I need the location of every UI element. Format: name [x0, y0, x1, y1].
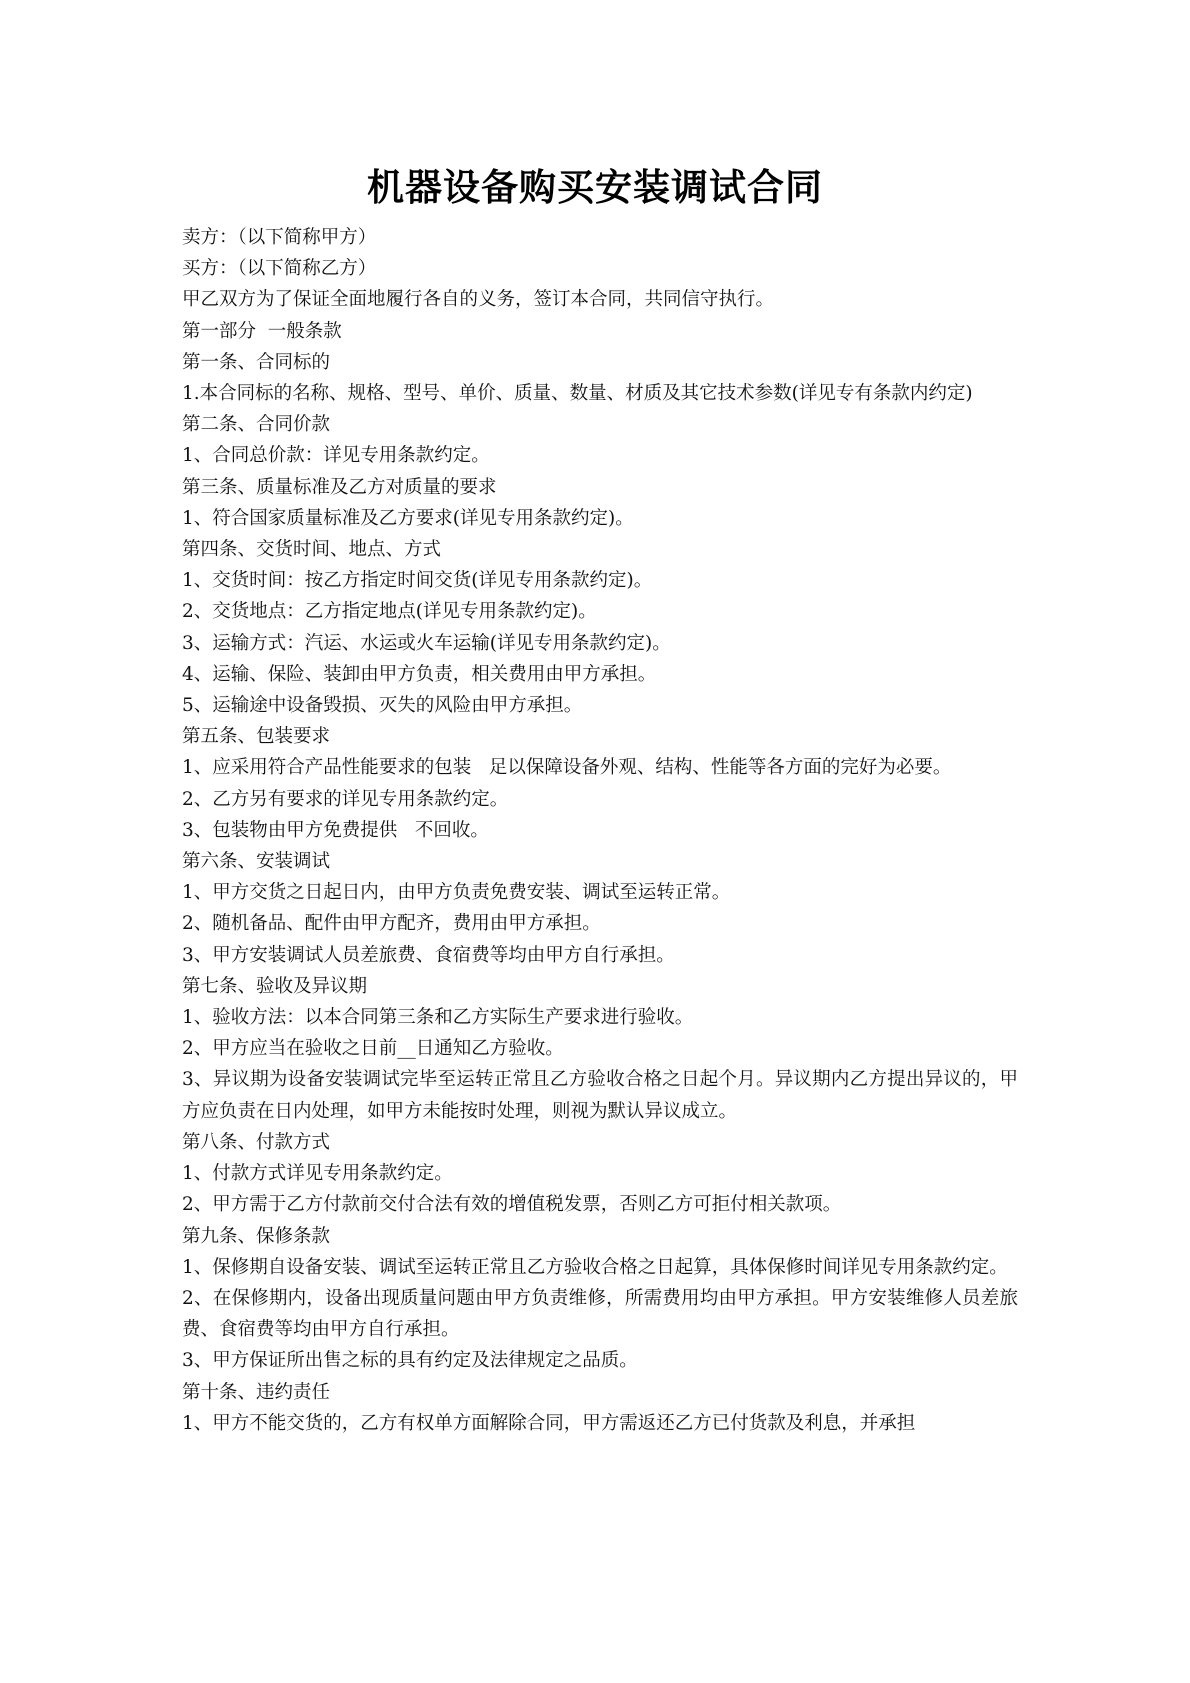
clause: 1.本合同标的名称、规格、型号、单价、质量、数量、材质及其它技术参数(详见专有条款内约定) [182, 383, 973, 405]
article-heading: 第七条、验收及异议期 [182, 975, 368, 997]
buyer-line: 买方：（以下简称乙方） [182, 258, 377, 280]
clause: 1、保修期自设备安装、调试至运转正常且乙方验收合格之日起算，具体保修时间详见专用条款约定。 [182, 1256, 1008, 1278]
clause: 1、符合国家质量标准及乙方要求(详见专用条款约定)。 [182, 507, 634, 529]
article-heading: 第九条、保修条款 [182, 1225, 331, 1247]
clause: 1、甲方交货之日起日内，由甲方负责免费安装、调试至运转正常。 [182, 882, 731, 904]
part-heading: 第一部分 一般条款 [182, 320, 342, 342]
clause: 1、付款方式详见专用条款约定。 [182, 1163, 453, 1185]
clause: 1、交货时间：按乙方指定时间交货(详见专用条款约定)。 [182, 570, 653, 592]
clause: 2、甲方需于乙方付款前交付合法有效的增值税发票，否则乙方可拒付相关款项。 [182, 1194, 842, 1216]
preamble: 甲乙双方为了保证全面地履行各自的义务，签订本合同，共同信守执行。 [182, 289, 775, 311]
article-heading: 第四条、交货时间、地点、方式 [182, 539, 442, 561]
clause: 3、运输方式：汽运、水运或火车运输(详见专用条款约定)。 [182, 632, 671, 654]
clause: 3、包装物由甲方免费提供 不回收。 [182, 819, 489, 841]
clause: 3、甲方保证所出售之标的具有约定及法律规定之品质。 [182, 1350, 638, 1372]
clause: 2、乙方另有要求的详见专用条款约定。 [182, 788, 509, 810]
article-heading: 第六条、安装调试 [182, 851, 331, 873]
clause: 1、合同总价款：详见专用条款约定。 [182, 445, 490, 467]
clause: 3、甲方安装调试人员差旅费、食宿费等均由甲方自行承担。 [182, 944, 675, 966]
seller-line: 卖方：（以下简称甲方） [182, 227, 377, 248]
contract-body [182, 222, 1018, 1439]
clause: 3、异议期为设备安装调试完毕至运转正常且乙方验收合格之日起个月。异议期内乙方提出异议的，甲方应负责在日内处理，如甲方未能按时处理，则视为默认异议成立。 [182, 1069, 1018, 1122]
clause: 1、验收方法：以本合同第三条和乙方实际生产要求进行验收。 [182, 1007, 694, 1029]
clause: 2、在保修期内，设备出现质量问题由甲方负责维修，所需费用均由甲方承担。甲方安装维修人员差旅费、食宿费等均由甲方自行承担。 [182, 1287, 1018, 1341]
article-heading: 第五条、包装要求 [182, 726, 331, 748]
clause: 4、运输、保险、装卸由甲方负责，相关费用由甲方承担。 [182, 663, 657, 685]
clause: 2、甲方应当在验收之日前__日通知乙方验收。 [182, 1038, 564, 1060]
clause: 5、运输途中设备毁损、灭失的风险由甲方承担。 [182, 695, 583, 717]
article-heading: 第三条、质量标准及乙方对质量的要求 [182, 476, 497, 498]
contract-title: 机器设备购买安装调试合同 [367, 165, 823, 209]
article-heading: 第十条、违约责任 [182, 1381, 331, 1403]
clause: 1、应采用符合产品性能要求的包装 足以保障设备外观、结构、性能等各方面的完好为必要。 [182, 757, 952, 779]
article-heading: 第一条、合同标的 [182, 351, 331, 373]
article-heading: 第八条、付款方式 [182, 1131, 331, 1153]
article-heading: 第二条、合同价款 [182, 414, 331, 436]
clause: 2、随机备品、配件由甲方配齐，费用由甲方承担。 [182, 913, 601, 935]
clause: 2、交货地点：乙方指定地点(详见专用条款约定)。 [182, 601, 597, 623]
clause: 1、甲方不能交货的，乙方有权单方面解除合同，甲方需返还乙方已付货款及利息，并承担 [182, 1412, 916, 1434]
